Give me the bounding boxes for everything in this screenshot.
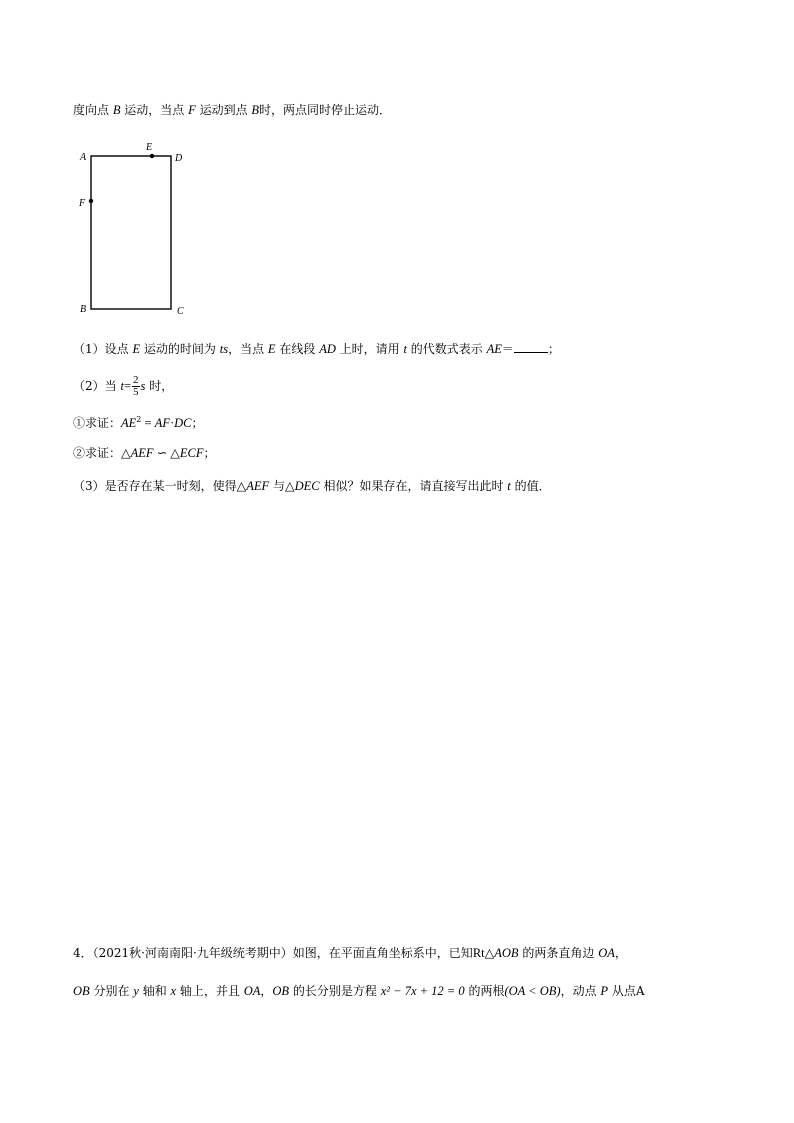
text: 与 xyxy=(269,479,286,493)
text: ①求证： xyxy=(73,416,122,430)
text: 从点A xyxy=(608,984,645,998)
text: （2）当 xyxy=(73,379,121,393)
similar-symbol: ∽ xyxy=(153,446,171,460)
text: （1）设点 xyxy=(73,342,133,356)
text: 轴和 xyxy=(138,984,171,998)
var: OA xyxy=(598,946,615,960)
condition: (OA < OB) xyxy=(504,984,561,998)
var: t xyxy=(507,479,511,493)
var: DC xyxy=(174,416,192,430)
var: s xyxy=(140,379,146,393)
text: 在线段 xyxy=(275,342,320,356)
question-2 xyxy=(73,375,173,398)
fraction-numerator: 2 xyxy=(133,374,139,386)
label-f: F xyxy=(79,198,86,209)
text: = xyxy=(141,416,155,430)
var: AOB xyxy=(494,946,519,960)
text: ，动点 xyxy=(560,984,601,998)
var: ts xyxy=(219,342,229,356)
problem-4-line-1 xyxy=(73,945,627,961)
problem-4-line-2 xyxy=(73,983,645,999)
var: AF xyxy=(154,416,170,430)
question-3 xyxy=(73,478,551,494)
text: 轴上，并且 xyxy=(176,984,244,998)
text: 运动到点 xyxy=(195,103,252,117)
text: 运动，当点 xyxy=(120,103,189,117)
text: 分别在 xyxy=(89,984,134,998)
question-2-part-1 xyxy=(73,415,204,431)
question-1 xyxy=(73,341,560,357)
question-2-part-2 xyxy=(73,445,216,461)
var: DEC xyxy=(294,479,320,493)
text: 度向点 xyxy=(73,103,113,117)
var: AD xyxy=(319,342,336,356)
triangle-symbol: △ xyxy=(236,479,247,493)
triangle-symbol: △ xyxy=(484,946,495,960)
text: ； xyxy=(203,446,216,460)
var: AE xyxy=(121,416,137,430)
text: 的两条直角边 xyxy=(518,946,599,960)
label-d: D xyxy=(175,153,183,164)
point-f xyxy=(89,199,93,203)
triangle-symbol: △ xyxy=(121,446,131,460)
text: · xyxy=(169,416,175,430)
text: ， xyxy=(260,984,273,998)
text: 4．（2021秋·河南南阳·九年级统考期中）如图，在平面直角坐标系中，已知 xyxy=(73,946,473,960)
text: 时， xyxy=(145,379,174,393)
answer-blank[interactable] xyxy=(514,342,548,353)
label-b: B xyxy=(80,304,87,315)
var: t xyxy=(120,379,124,393)
text: Rt xyxy=(472,946,485,960)
text: ＝ xyxy=(501,342,514,356)
var: AEF xyxy=(130,446,154,460)
point-e xyxy=(150,154,154,158)
text: 相似？如果存在，请直接写出此时 xyxy=(319,479,508,493)
triangle-symbol: △ xyxy=(170,446,180,460)
text: ②求证： xyxy=(73,446,122,460)
fraction xyxy=(132,375,140,398)
intro-line xyxy=(73,102,391,118)
rectangle-figure xyxy=(70,140,200,320)
label-e: E xyxy=(146,142,153,153)
text: 的两根 xyxy=(464,984,505,998)
text: 上时，请用 xyxy=(335,342,404,356)
var: AEF xyxy=(246,479,270,493)
text: 的长分别是方程 xyxy=(289,984,381,998)
var: y xyxy=(133,984,139,998)
text: ，当点 xyxy=(228,342,268,356)
var: t xyxy=(403,342,407,356)
var: E xyxy=(132,342,141,356)
var: B xyxy=(112,103,121,117)
fraction-denominator: 5 xyxy=(133,386,139,398)
label-c: C xyxy=(177,306,184,317)
var: x xyxy=(170,984,177,998)
var: OB xyxy=(73,984,90,998)
var: OB xyxy=(272,984,290,998)
var: P xyxy=(600,984,609,998)
text: 运动的时间为 xyxy=(140,342,220,356)
text: 时，两点同时停止运动． xyxy=(259,103,392,117)
var: B xyxy=(251,103,260,117)
var: F xyxy=(188,103,196,117)
text: 的代数式表示 xyxy=(406,342,487,356)
text: （3）是否存在某一时刻，使得 xyxy=(73,479,237,493)
var: AE xyxy=(486,342,502,356)
rectangle-abcd xyxy=(91,156,171,309)
text: ； xyxy=(547,342,560,356)
text: = xyxy=(123,379,131,393)
label-a: A xyxy=(80,152,87,163)
exponent: 2 xyxy=(136,415,142,424)
var: ECF xyxy=(179,446,204,460)
text: 的值． xyxy=(510,479,551,493)
text: ， xyxy=(614,946,627,960)
text: ； xyxy=(191,416,204,430)
equation: x² − 7x + 12 = 0 xyxy=(380,984,465,998)
var: OA xyxy=(243,984,261,998)
var: E xyxy=(267,342,276,356)
triangle-symbol: △ xyxy=(285,479,295,493)
